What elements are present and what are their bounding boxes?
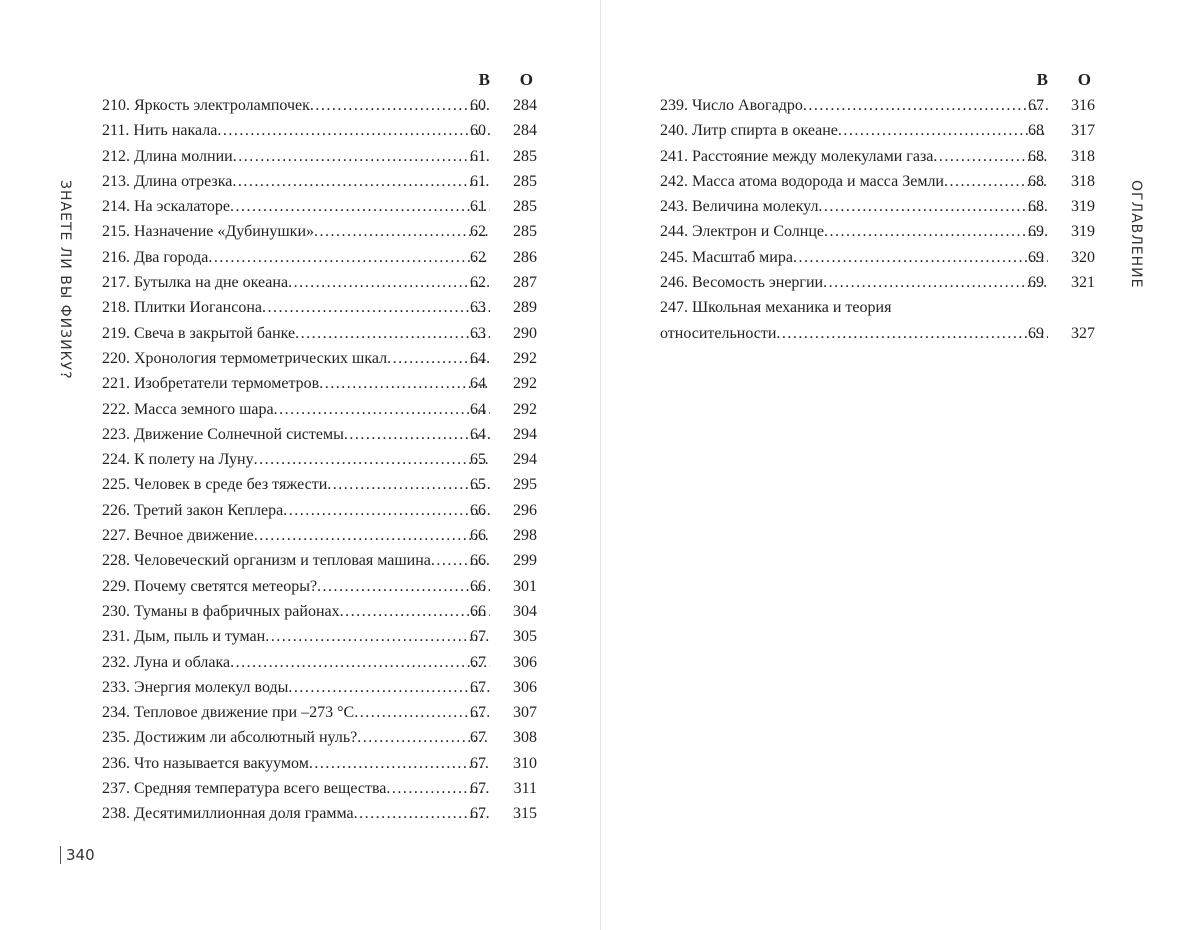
entry-b-page: 62 — [470, 274, 486, 292]
entry-o-page: 306 — [513, 653, 537, 671]
entry-title: 230. Туманы в фабричных районах — [102, 602, 340, 620]
header-b: В — [1036, 70, 1048, 89]
toc-entry — [102, 118, 539, 143]
entry-title: 224. К полету на Луну — [102, 451, 254, 469]
entry-title: 212. Длина молнии — [102, 147, 233, 165]
leader-dots — [776, 321, 1048, 346]
entry-title: 241. Расстояние между молекулами газа — [660, 147, 934, 165]
toc-entry — [102, 776, 539, 801]
toc-entry — [102, 93, 539, 118]
toc-entry — [660, 144, 1097, 169]
leader-dots — [262, 295, 490, 320]
right-page — [601, 0, 1199, 930]
entry-b-page: 64 — [470, 425, 486, 443]
column-headers-right — [660, 68, 1097, 93]
leader-dots — [319, 371, 490, 396]
toc-entry — [102, 169, 539, 194]
entry-title: 243. Величина молекул — [660, 198, 819, 216]
leader-dots — [265, 624, 490, 649]
entry-b-page: 63 — [470, 324, 486, 342]
toc-entry — [660, 219, 1097, 244]
entry-title: 210. Яркость электролампочек — [102, 97, 310, 114]
entry-title: 215. Назначение «Дубинушки» — [102, 223, 314, 241]
entry-title: 232. Луна и облака — [102, 653, 231, 671]
entry-b-page: 65 — [470, 476, 486, 494]
leader-dots — [295, 321, 490, 346]
entry-title-line1: 247. Школьная механика и теория — [660, 299, 892, 317]
entry-b-page: 67 — [1028, 97, 1044, 114]
header-o: О — [1077, 70, 1091, 89]
entry-b-page: 64 — [470, 400, 486, 418]
entry-o-page: 285 — [513, 198, 537, 216]
entry-b-page: 69 — [1028, 324, 1044, 342]
entry-title: 223. Движение Солнечной системы — [102, 425, 344, 443]
leader-dots — [309, 751, 490, 776]
entry-o-page: 292 — [513, 375, 537, 393]
entry-b-page: 69 — [1028, 248, 1044, 266]
entry-title: 234. Тепловое движение при –273 °С — [102, 704, 355, 722]
toc-entry — [102, 321, 539, 346]
entry-o-page: 285 — [513, 147, 537, 165]
entry-title: 236. Что называется вакуумом — [102, 754, 309, 772]
entry-b-page: 65 — [470, 451, 486, 469]
entry-b-page: 66 — [470, 552, 486, 570]
toc-entry — [102, 751, 539, 776]
entry-b-page: 62 — [470, 223, 486, 241]
entry-o-page: 296 — [513, 501, 537, 519]
entry-o-page: 315 — [513, 805, 537, 823]
entry-title: 245. Масштаб мира — [660, 248, 793, 266]
entry-b-page: 63 — [470, 299, 486, 317]
entry-b-page: 68 — [1028, 172, 1044, 190]
leader-dots — [314, 219, 490, 244]
entry-title: 231. Дым, пыль и туман — [102, 628, 266, 646]
toc-entry — [102, 270, 539, 295]
toc-entry — [660, 93, 1097, 118]
entry-title: 211. Нить накала — [102, 122, 218, 140]
entry-b-page: 60 — [470, 97, 486, 114]
entry-o-page: 321 — [1071, 274, 1095, 292]
entry-b-page: 62 — [470, 248, 486, 266]
entry-o-page: 290 — [513, 324, 537, 342]
entry-title: 226. Третий закон Кеплера — [102, 501, 284, 519]
toc-entry — [660, 321, 1097, 346]
entry-b-page: 69 — [1028, 274, 1044, 292]
toc-entry — [102, 447, 539, 472]
leader-dots — [232, 169, 490, 194]
leader-dots — [317, 574, 490, 599]
toc-entry-continued — [660, 295, 1097, 320]
entry-b-page: 68 — [1028, 147, 1044, 165]
leader-dots — [793, 245, 1048, 270]
entry-o-page: 292 — [513, 400, 537, 418]
toc-entry — [660, 194, 1097, 219]
entry-title: 235. Достижим ли абсолютный нуль? — [102, 729, 358, 747]
toc-entry — [102, 144, 539, 169]
entry-b-page: 66 — [470, 577, 486, 595]
entry-title: 225. Человек в среде без тяжести — [102, 476, 328, 494]
entry-o-page: 318 — [1071, 147, 1095, 165]
entry-o-page: 285 — [513, 223, 537, 241]
running-title-right: ОГЛАВЛЕНИЕ — [1128, 180, 1144, 289]
leader-dots — [283, 498, 490, 523]
toc-entry — [102, 498, 539, 523]
entry-o-page: 320 — [1071, 248, 1095, 266]
toc-entry — [102, 574, 539, 599]
page-number: 340 — [60, 846, 95, 864]
entry-o-page: 289 — [513, 299, 537, 317]
toc-entry — [102, 472, 539, 497]
entry-o-page: 287 — [513, 274, 537, 292]
toc-entry — [102, 548, 539, 573]
entry-b-page: 67 — [470, 678, 486, 696]
leader-dots — [208, 245, 490, 270]
toc-entry — [102, 523, 539, 548]
entry-b-page: 67 — [470, 653, 486, 671]
entry-title: 220. Хронология термометрических шкал — [102, 349, 388, 367]
entry-b-page: 64 — [470, 375, 486, 393]
toc-entry — [660, 245, 1097, 270]
toc-entry — [102, 371, 539, 396]
leader-dots — [818, 194, 1048, 219]
entry-title: 213. Длина отрезка — [102, 172, 233, 190]
running-title-left: ЗНАЕТЕ ЛИ ВЫ ФИЗИКУ? — [57, 180, 73, 380]
toc-entry — [102, 650, 539, 675]
toc-entry — [102, 599, 539, 624]
toc-entry — [102, 624, 539, 649]
leader-dots — [230, 650, 490, 675]
entry-title: 240. Литр спирта в океане — [660, 122, 838, 140]
entry-o-page: 298 — [513, 527, 537, 545]
entry-title: 222. Масса земного шара — [102, 400, 274, 418]
entry-o-page: 306 — [513, 678, 537, 696]
leader-dots — [824, 219, 1048, 244]
toc-list-left — [102, 68, 539, 827]
entry-b-page: 69 — [1028, 223, 1044, 241]
entry-title: 214. На эскалаторе — [102, 198, 230, 216]
entry-o-page: 319 — [1071, 198, 1095, 216]
entry-b-page: 67 — [470, 754, 486, 772]
toc-entry — [102, 219, 539, 244]
entry-title: 216. Два города — [102, 248, 209, 266]
entry-title: 242. Масса атома водорода и масса Земли — [660, 172, 944, 190]
toc-entry — [660, 118, 1097, 143]
toc-entry — [102, 675, 539, 700]
entry-b-page: 64 — [470, 349, 486, 367]
entry-b-page: 66 — [470, 501, 486, 519]
entry-title: 228. Человеческий организм и тепловая машина — [102, 552, 431, 570]
toc-entry — [102, 295, 539, 320]
entry-o-page: 304 — [513, 602, 537, 620]
leader-dots — [217, 118, 490, 143]
toc-entry — [102, 245, 539, 270]
entry-o-page: 286 — [513, 248, 537, 266]
leader-dots — [327, 472, 490, 497]
entry-title: 244. Электрон и Солнце — [660, 223, 824, 241]
leader-dots — [288, 270, 490, 295]
toc-entry — [102, 700, 539, 725]
entry-b-page: 61 — [470, 147, 486, 165]
leader-dots — [344, 422, 490, 447]
entry-b-page: 67 — [470, 628, 486, 646]
entry-o-page: 294 — [513, 451, 537, 469]
entry-o-page: 311 — [513, 780, 537, 798]
entry-b-page: 61 — [470, 198, 486, 216]
leader-dots — [803, 93, 1048, 118]
entry-o-page: 284 — [513, 97, 537, 114]
entry-title: 229. Почему светятся метеоры? — [102, 577, 318, 595]
entry-o-page: 292 — [513, 349, 537, 367]
entry-title: 218. Плитки Иогансона — [102, 299, 262, 317]
toc-list-right — [660, 68, 1097, 346]
entry-title-line2: относительности — [660, 324, 777, 342]
entry-b-page: 68 — [1028, 122, 1044, 140]
leader-dots — [274, 397, 490, 422]
entry-title: 246. Весомость энергии — [660, 274, 824, 292]
entry-o-page: 317 — [1071, 122, 1095, 140]
toc-entry — [102, 397, 539, 422]
entry-o-page: 319 — [1071, 223, 1095, 241]
entry-o-page: 301 — [513, 577, 537, 595]
entry-b-page: 67 — [470, 704, 486, 722]
entry-b-page: 61 — [470, 172, 486, 190]
entry-title: 217. Бутылка на дне океана — [102, 274, 289, 292]
leader-dots — [340, 599, 490, 624]
entry-title: 239. Число Авогадро — [660, 97, 803, 114]
entry-b-page: 66 — [470, 602, 486, 620]
leader-dots — [823, 270, 1048, 295]
entry-o-page: 310 — [513, 754, 537, 772]
entry-b-page: 67 — [470, 780, 486, 798]
toc-entry — [102, 422, 539, 447]
leader-dots — [254, 523, 490, 548]
entry-b-page: 67 — [470, 729, 486, 747]
entry-o-page: 327 — [1071, 324, 1095, 342]
entry-o-page: 307 — [513, 704, 537, 722]
toc-entry — [102, 725, 539, 750]
column-headers-left — [102, 68, 539, 93]
header-b: В — [478, 70, 490, 89]
entry-title: 233. Энергия молекул воды — [102, 678, 289, 696]
entry-b-page: 60 — [470, 122, 486, 140]
toc-entry — [660, 169, 1097, 194]
toc-entry — [660, 270, 1097, 295]
entry-title: 219. Свеча в закрытой банке — [102, 324, 296, 342]
entry-o-page: 294 — [513, 425, 537, 443]
leader-dots — [310, 93, 490, 118]
entry-o-page: 316 — [1071, 97, 1095, 114]
entry-o-page: 308 — [513, 729, 537, 747]
leader-dots — [233, 144, 490, 169]
leader-dots — [254, 447, 490, 472]
entry-b-page: 66 — [470, 527, 486, 545]
toc-entry — [102, 194, 539, 219]
entry-o-page: 284 — [513, 122, 537, 140]
entry-o-page: 318 — [1071, 172, 1095, 190]
entry-title: 237. Средняя температура всего вещества — [102, 780, 387, 798]
leader-dots — [230, 194, 490, 219]
entry-title: 227. Вечное движение — [102, 527, 254, 545]
leader-dots — [838, 118, 1048, 143]
entry-o-page: 285 — [513, 172, 537, 190]
leader-dots — [288, 675, 490, 700]
entry-o-page: 295 — [513, 476, 537, 494]
header-o: О — [519, 70, 533, 89]
entry-b-page: 68 — [1028, 198, 1044, 216]
toc-entry — [102, 801, 539, 826]
entry-b-page: 67 — [470, 805, 486, 823]
toc-entry — [102, 346, 539, 371]
entry-title: 221. Изобретатели термометров — [102, 375, 320, 393]
entry-o-page: 299 — [513, 552, 537, 570]
entry-o-page: 305 — [513, 628, 537, 646]
entry-title: 238. Десятимиллионная доля грамма — [102, 805, 354, 823]
